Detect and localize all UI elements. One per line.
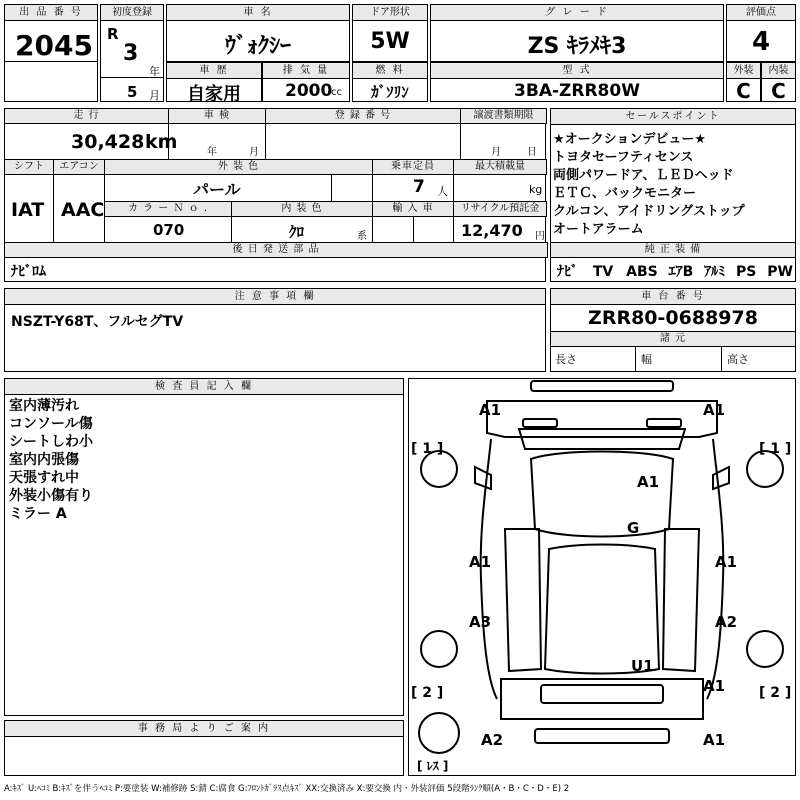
- chassis-label: 車 台 番 号: [551, 289, 795, 305]
- spare-wheel: [419, 713, 459, 753]
- shift: IAT: [11, 199, 45, 221]
- sales-point-list: [553, 131, 745, 239]
- rear-bumper-shape: [535, 729, 669, 743]
- mirror-right: [713, 467, 729, 489]
- mileage: 30,428: [71, 131, 145, 153]
- damage-hood: A1: [637, 473, 660, 491]
- tire-rear-left: [ 2 ]: [411, 685, 444, 701]
- max-load-label: 最大積載量: [453, 159, 547, 175]
- equip-abs: ABS: [626, 264, 658, 280]
- capacity: 7: [413, 177, 425, 197]
- sales-point-line: トヨタセーフティセンス: [553, 150, 694, 165]
- equip-navi: ﾅﾋﾞ: [557, 264, 578, 280]
- model-code: 3BA-ZRR80W: [514, 81, 640, 101]
- notes-box: [4, 288, 546, 372]
- height-label: 高さ: [727, 353, 749, 366]
- sales-point-line: オートアラーム: [553, 222, 644, 237]
- color-number-label: カ ラ ー Ｎ ｏ .: [104, 201, 232, 217]
- hood-shape: [519, 429, 685, 449]
- notes-label: 注 意 事 項 欄: [5, 289, 545, 305]
- office-box: [4, 720, 404, 776]
- transfer-month-unit: 月: [491, 147, 501, 158]
- exterior-color: パール: [193, 180, 241, 199]
- damage-front-right: A1: [703, 401, 726, 419]
- first-registration-box: [100, 4, 164, 102]
- length-label: 長さ: [555, 353, 577, 366]
- equip-airbag: ｴｱB: [668, 264, 694, 280]
- grade: ZS ｷﾗﾒｷ3: [527, 34, 627, 59]
- width-label: 幅: [641, 353, 652, 366]
- damage-windshield: G: [627, 519, 640, 537]
- car-name-label: 車 名: [167, 5, 349, 21]
- transfer-day-unit: 日: [527, 147, 537, 158]
- inspection-label: 車 検: [168, 108, 266, 124]
- displacement-label: 排 気 量: [263, 63, 349, 79]
- equip-ps: PS: [736, 264, 757, 280]
- capacity-label: 乗車定員: [372, 159, 454, 175]
- wheel-rl: [421, 631, 457, 667]
- tire-rear-right: [ 2 ]: [759, 685, 792, 701]
- later-shipment-label: 後 日 発 送 部 品: [4, 242, 548, 258]
- inspector-notes: [9, 397, 93, 523]
- mirror-left: [475, 467, 491, 489]
- damage-right-quarter: A1: [703, 677, 726, 695]
- inspector-line: 室内薄汚れ: [9, 398, 79, 414]
- inspector-label: 検 査 員 記 入 欄: [5, 379, 403, 395]
- score-box: [726, 4, 796, 62]
- sales-point-line: ＥＴＣ、バックモニター: [553, 186, 697, 201]
- interior-grade-box: [761, 62, 796, 102]
- sales-point-label: セールスポイント: [551, 109, 795, 125]
- inspector-line: シートしわ小: [9, 434, 93, 450]
- reg-year: 3: [123, 41, 139, 66]
- grade-label: グ レ ー ド: [431, 5, 723, 21]
- exterior-grade-label: 外装: [727, 63, 760, 79]
- damage-left-rear: A3: [469, 613, 492, 631]
- aircon: AAC: [61, 199, 105, 221]
- recycle-fee: 12,470: [461, 221, 523, 240]
- displacement: 2000: [285, 81, 333, 101]
- inspector-line: 天張すれ中: [9, 470, 79, 486]
- later-shipment: ﾅﾋﾞﾛﾑ: [11, 264, 46, 280]
- max-load-unit: kg: [529, 183, 543, 196]
- mileage-unit: km: [145, 131, 178, 153]
- standard-equipment: [557, 261, 793, 281]
- recycle-unit: 円: [535, 231, 545, 242]
- interior-color-unit: 系: [357, 231, 367, 242]
- lot-number-label: 出 品 番 号: [5, 5, 97, 21]
- cabin-shape: [545, 545, 659, 674]
- standard-equipment-label: 純 正 装 備: [550, 242, 796, 258]
- model-box: [430, 62, 724, 102]
- sales-point-line: ★オークションデビュー★: [553, 132, 707, 147]
- history-label: 車 歴: [167, 63, 261, 79]
- exterior-color-label: 外 装 色: [104, 159, 373, 175]
- legend-footer: A:ｷｽﾞ U:ﾍｺﾐ B:ｷｽﾞを伴うﾍｺﾐ P:要塗装 W:補修跡 S:錆 C:腐食 G:ﾌﾛﾝﾄｶﾞﾗｽ点ｷｽﾞ XX:交換済み X:要交換 内・外装評価 5段階ﾗﾝｸ順(A・B・C・D・E) 2: [4, 784, 570, 794]
- capacity-unit: 人: [437, 185, 448, 198]
- dimensions-label: 諸 元: [550, 331, 796, 347]
- front-body-shape: [487, 401, 717, 437]
- fuel: ｶﾞｿﾘﾝ: [371, 83, 409, 101]
- equip-pw: PW: [767, 264, 793, 280]
- damage-right-door: A1: [715, 553, 738, 571]
- inspector-line: コンソール傷: [9, 416, 93, 432]
- car-outline-diagram: [409, 379, 795, 775]
- damage-right-rear: A2: [715, 613, 738, 631]
- interior-color-label: 内 装 色: [231, 201, 373, 217]
- lot-number-box: [4, 4, 98, 102]
- vehicle-details-block: [4, 108, 546, 282]
- displacement-box: [262, 62, 350, 102]
- fuel-label: 燃 料: [353, 63, 427, 79]
- sales-point-line: 両側パワードア、ＬＥＤヘッド: [553, 168, 734, 183]
- car-name: ｳﾞｫｸｼｰ: [224, 34, 291, 59]
- year-unit: 年: [149, 65, 160, 78]
- office-label: 事 務 局 よ り ご 案 内: [5, 721, 403, 737]
- score-label: 評価点: [727, 5, 795, 21]
- tire-front-right: [ 1 ]: [759, 441, 792, 457]
- inspector-line: 外装小傷有り: [9, 488, 93, 504]
- inspector-box: [4, 378, 404, 716]
- right-door-shape: [663, 529, 699, 671]
- notes-text: NSZT-Y68T、フルセグTV: [11, 314, 184, 330]
- inspector-line: ミラー A: [9, 506, 67, 522]
- interior-grade-label: 内装: [762, 63, 795, 79]
- exterior-grade-box: [726, 62, 761, 102]
- door-box: [352, 4, 428, 62]
- chassis-number: ZRR80-0688978: [588, 307, 758, 329]
- model-label: 型 式: [431, 63, 723, 79]
- first-registration-label: 初度登録: [101, 5, 163, 21]
- interior-color: ｸﾛ: [289, 223, 305, 241]
- color-number: 070: [153, 221, 185, 239]
- exterior-grade: C: [736, 79, 751, 103]
- damage-roof-rear: U1: [631, 657, 654, 675]
- headlight-right: [647, 419, 681, 427]
- score: 4: [751, 27, 771, 57]
- headlight-left: [523, 419, 557, 427]
- reg-month: 5: [127, 83, 138, 101]
- equip-tv: TV: [592, 264, 614, 280]
- spare-tire-label: [ ﾚｽ ]: [417, 759, 449, 773]
- sales-point-box: [550, 108, 796, 282]
- damage-rear-left: A2: [481, 731, 504, 749]
- mileage-label: 走 行: [4, 108, 169, 124]
- history-box: [166, 62, 262, 105]
- grade-box: [430, 4, 724, 62]
- damage-rear-right: A1: [703, 731, 726, 749]
- chassis-box: [550, 288, 796, 372]
- import-label: 輸 入 車: [372, 201, 454, 217]
- interior-grade: C: [771, 79, 786, 103]
- equip-alloy: ｱﾙﾐ: [704, 264, 726, 280]
- registration-number-label: 登 録 番 号: [265, 108, 461, 124]
- era: R: [107, 25, 119, 43]
- recycle-label: リサイクル預託金: [453, 201, 547, 217]
- aircon-label: エアコン: [53, 159, 105, 175]
- fuel-box: [352, 62, 428, 102]
- car-name-box: [166, 4, 350, 62]
- lot-number: 2045: [15, 29, 93, 62]
- transfer-deadline-label: 譲渡書類期限: [460, 108, 547, 124]
- inspection-year-unit: 年: [207, 147, 217, 158]
- sales-point-line: クルコン、アイドリングストップ: [553, 204, 745, 219]
- door-type: 5W: [370, 29, 410, 54]
- left-door-shape: [505, 529, 541, 671]
- damage-diagram-box: [408, 378, 796, 776]
- month-unit: 月: [149, 89, 160, 102]
- door-label: ドア形状: [353, 5, 427, 21]
- inspection-month-unit: 月: [249, 147, 259, 158]
- damage-left-door: A1: [469, 553, 492, 571]
- damage-front-left: A1: [479, 401, 502, 419]
- wheel-rr: [747, 631, 783, 667]
- shift-label: シフト: [4, 159, 54, 175]
- inspector-line: 室内内張傷: [9, 452, 79, 468]
- rear-window: [541, 685, 663, 703]
- roof-shape: [531, 452, 673, 537]
- front-bumper-shape: [531, 381, 673, 391]
- tire-front-left: [ 1 ]: [411, 441, 444, 457]
- displacement-unit: cc: [331, 87, 342, 98]
- history: 自家用: [187, 84, 241, 105]
